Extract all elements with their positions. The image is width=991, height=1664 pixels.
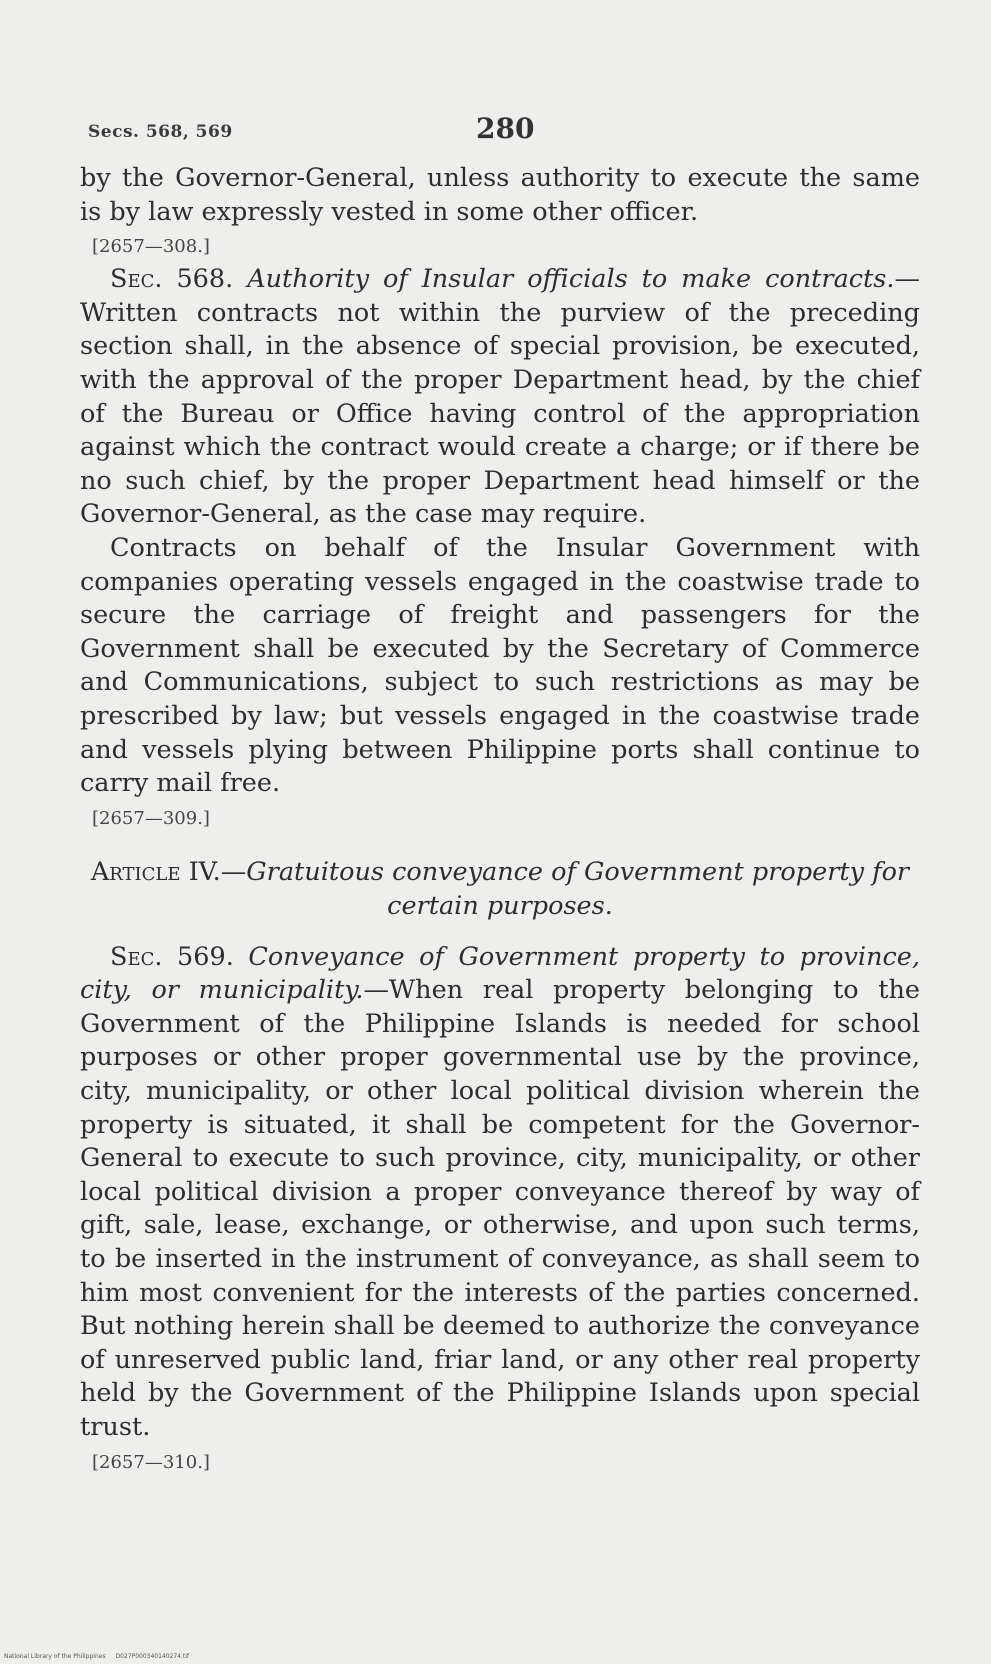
section-title: Authority of Insular officials to make contracts. xyxy=(247,264,895,295)
section-title: Conveyance of Government property to province, city, or municipality. xyxy=(80,941,920,1006)
image-id: D027P000340140274.tif xyxy=(115,1653,190,1660)
scan-footer xyxy=(4,1653,189,1660)
citation-2657-310: [2657—310.] xyxy=(92,1451,210,1473)
section-text: —When real property belonging to the Government of the Philippine Islands is needed for school purposes or other proper governmental use by the province, city, municipality, or other local political division wherein the property is situated, it shall be competent for the Governor-General to execute to such province, city, municipality, or other local political division a proper conveyance thereof by way of gift, sale, lease, exchange, or otherwise, and upon such terms, to be inserted in the instrument of conveyance, as shall seem to him most convenient for the interests of the parties concerned. But nothing herein shall be deemed to authorize the conveyance of unreserved public land, friar land, or any other real property held by the Government of the Philippine Islands upon special trust. xyxy=(80,975,920,1442)
section-568 xyxy=(80,263,920,532)
section-number: 569. xyxy=(162,941,234,972)
page-body xyxy=(80,162,920,1479)
section-number: 568. xyxy=(162,264,234,295)
section-label: Sec. xyxy=(110,264,163,295)
continued-paragraph: by the Governor-General, unless authority to execute the same is by law expressly vested in some other officer. xyxy=(80,163,920,227)
citation-2657-308: [2657—308.] xyxy=(92,236,210,258)
library-name: National Library of the Philippines xyxy=(4,1653,106,1660)
article-label: Article IV. xyxy=(90,856,221,887)
section-text: —Written contracts not within the purview of the preceding section shall, in the absence of special provision, be executed, with the approval of the proper Department head, by the chief of the Bureau or Office having control of the appropriation against which the contract would create a charge; or if there be no such chief, by the proper Department head himself or the Governor-General, as the case may require. xyxy=(80,264,920,530)
coastwise-contracts-paragraph: Contracts on behalf of the Insular Government with companies operating vessels engaged in the coastwise trade to secure the carriage of freight and passengers for the Government shall be executed by the Secretary of Commerce and Communications, subject to such restrictions as may be prescribed by law; but vessels engaged in the coastwise trade and vessels plying between Philippine ports shall continue to carry mail free. xyxy=(80,532,920,799)
section-569 xyxy=(80,941,920,1445)
page-number: 280 xyxy=(476,112,535,145)
article-heading xyxy=(80,855,920,923)
running-head xyxy=(88,112,918,152)
section-reference: Secs. 568, 569 xyxy=(88,122,233,142)
article-title: —Gratuitous conveyance of Government property for certain purposes. xyxy=(220,856,910,921)
section-label: Sec. xyxy=(110,941,163,972)
citation-2657-309: [2657—309.] xyxy=(92,807,210,829)
